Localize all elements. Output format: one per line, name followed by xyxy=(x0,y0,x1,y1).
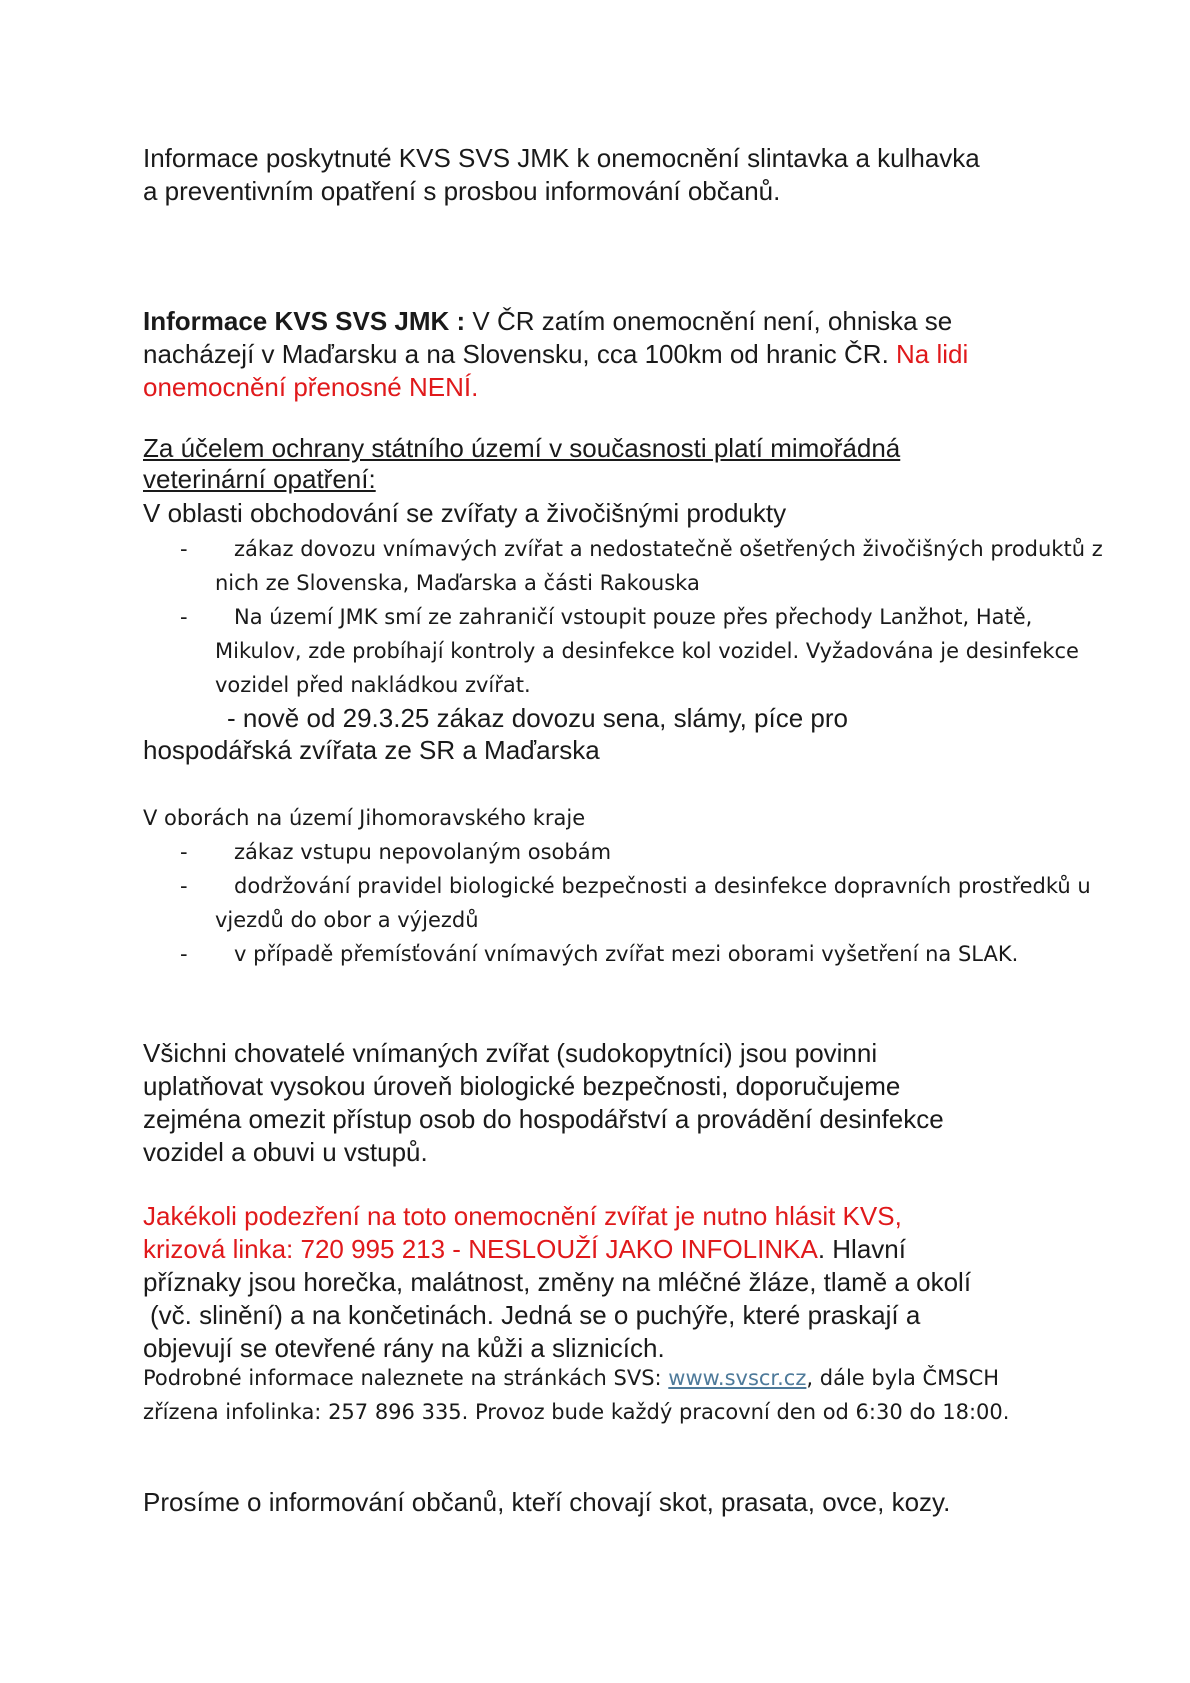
trade-measures-list xyxy=(143,532,1103,702)
game-reserves-list xyxy=(143,835,1103,971)
dash-bullet: - xyxy=(180,537,188,561)
details-text-before: Podrobné informace naleznete na stránkách SVS: xyxy=(143,1366,669,1390)
list-item-text: v případě přemísťování vnímavých zvířat mezi oborami vyšetření na SLAK. xyxy=(234,942,1019,966)
breeders-line-3: zejména omezit přístup osob do hospodářství a provádění desinfekce xyxy=(143,1104,944,1134)
symptoms-line-4: (vč. slinění) a na končetinách. Jedná se o puchýře, které praskají a xyxy=(150,1300,921,1330)
intro-line-2: a preventivním opatření s prosbou informování občanů. xyxy=(143,176,781,206)
svs-website-link[interactable]: www.svscr.cz xyxy=(668,1366,807,1390)
report-warning-line-1: Jakékoli podezření na toto onemocnění zvířat je nutno hlásit KVS, xyxy=(143,1201,902,1231)
measures-heading xyxy=(143,433,1063,495)
kvs-info-text-1: V ČR zatím onemocnění není, ohniska se xyxy=(465,306,953,336)
measures-heading-line-1: Za účelem ochrany státního území v současnosti platí mimořádná xyxy=(143,433,901,463)
breeders-line-4: vozidel a obuvi u vstupů. xyxy=(143,1137,428,1167)
breeders-line-2: uplatňovat vysokou úroveň biologické bezpečnosti, doporučujeme xyxy=(143,1071,901,1101)
details-text-after: , dále byla ČMSCH zřízena infolinka: 257 896 335. Provoz bude každý pracovní den od 6:30 do 18:00. xyxy=(143,1366,1010,1424)
list-item xyxy=(143,869,1103,937)
list-item-text: zákaz dovozu vnímavých zvířat a nedostatečně ošetřených živočišných produktů z nich ze Slovenska, Maďarska a části Rakouska xyxy=(215,537,1103,595)
closing-request: Prosíme o informování občanů, kteří chovají skot, prasata, ovce, kozy. xyxy=(143,1487,951,1517)
dash-bullet: - xyxy=(180,840,188,864)
symptoms-intro: . Hlavní xyxy=(817,1234,906,1264)
trade-heading: V oblasti obchodování se zvířaty a živočišnými produkty xyxy=(143,498,787,528)
intro-paragraph xyxy=(143,142,1063,208)
kvs-info-line-2: nacházejí v Maďarsku a na Slovensku, cca 100km od hranic ČR. xyxy=(143,339,889,369)
crisis-line-number: krizová linka: 720 995 213 - NESLOUŽÍ JAKO INFOLINKA xyxy=(143,1234,818,1264)
intro-line-1: Informace poskytnuté KVS SVS JMK k onemocnění slintavka a kulhavka xyxy=(143,143,980,173)
symptoms-line-3: příznaky jsou horečka, malátnost, změny na mléčné žláze, tlamě a okolí xyxy=(143,1267,972,1297)
details-paragraph xyxy=(143,1361,1073,1429)
list-item xyxy=(143,532,1103,600)
dash-bullet: - xyxy=(180,942,188,966)
list-item xyxy=(143,937,1103,971)
breeders-paragraph xyxy=(143,1037,1063,1169)
game-reserves-heading: V oborách na území Jihomoravského kraje xyxy=(143,806,586,830)
list-item-text: Na území JMK smí ze zahraničí vstoupit pouze přes přechody Lanžhot, Hatě, Mikulov, zde probíhají kontroly a desinfekce kol vozidel. Vyžadována je desinfekce vozidel před nakládkou zvířat. xyxy=(215,605,1079,697)
measures-heading-line-2: veterinární opatření: xyxy=(143,464,376,494)
list-item-text: zákaz vstupu nepovolaným osobám xyxy=(234,840,612,864)
hay-import-ban-line-1: - nově od 29.3.25 zákaz dovozu sena, slámy, píce pro xyxy=(227,703,848,733)
symptoms-line-5: objevují se otevřené rány na kůži a sliznicích. xyxy=(143,1333,665,1363)
not-transmissible-warning-2: onemocnění přenosné NENÍ. xyxy=(143,372,479,402)
hay-import-ban xyxy=(143,702,1063,766)
dash-bullet: - xyxy=(180,605,188,629)
list-item xyxy=(143,600,1103,702)
not-transmissible-warning-1: Na lidi xyxy=(888,339,969,369)
kvs-info-label: Informace KVS SVS JMK : xyxy=(143,306,466,336)
breeders-line-1: Všichni chovatelé vnímaných zvířat (sudokopytníci) jsou povinni xyxy=(143,1038,878,1068)
list-item-text: dodržování pravidel biologické bezpečnosti a desinfekce dopravních prostředků u vjezdů do obor a výjezdů xyxy=(215,874,1091,932)
kvs-info-paragraph xyxy=(143,305,1063,404)
hay-import-ban-line-2: hospodářská zvířata ze SR a Maďarska xyxy=(143,735,600,765)
list-item xyxy=(143,835,1103,869)
dash-bullet: - xyxy=(180,874,188,898)
suspicion-paragraph xyxy=(143,1200,1063,1365)
